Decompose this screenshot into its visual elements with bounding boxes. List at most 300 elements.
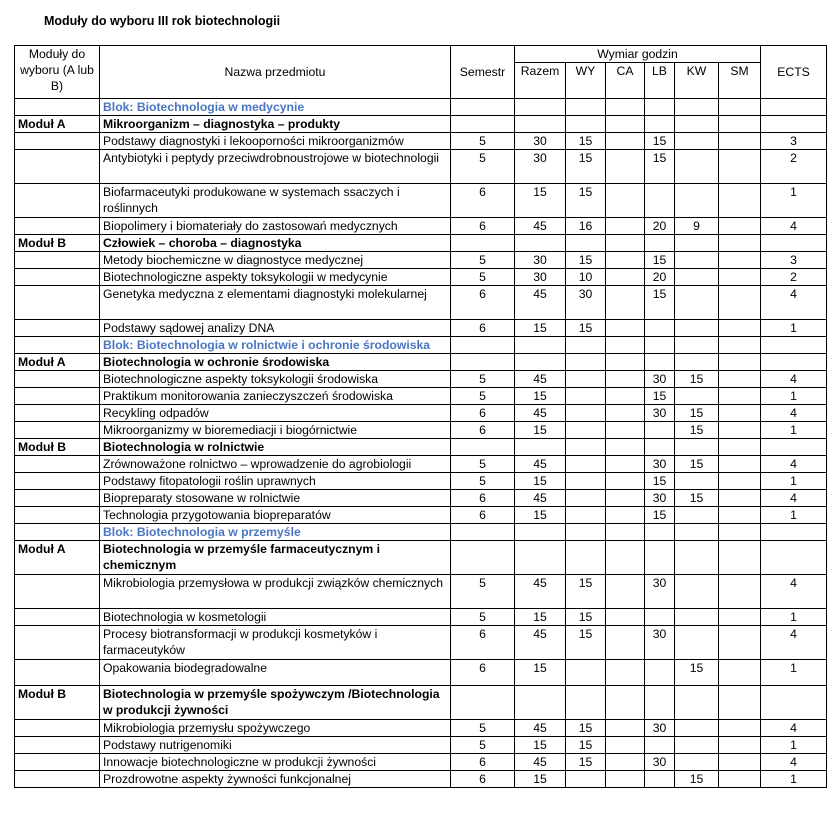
ca-cell — [606, 337, 645, 354]
ca-cell — [606, 252, 645, 269]
razem-cell: 15 — [515, 507, 566, 524]
ca-cell — [606, 388, 645, 405]
table-row — [15, 507, 827, 524]
razem-cell: 30 — [515, 133, 566, 150]
ects-cell: 3 — [761, 252, 827, 269]
ca-cell — [606, 218, 645, 235]
module-cell — [15, 456, 100, 473]
module-cell: Moduł B — [15, 235, 100, 252]
kw-cell — [675, 754, 719, 771]
subject-name-cell: Biopolimery i biomateriały do zastosowań medycznych — [100, 218, 451, 235]
wy-cell: 15 — [566, 754, 606, 771]
module-cell — [15, 524, 100, 541]
module-cell — [15, 99, 100, 116]
ects-cell — [761, 524, 827, 541]
sem-cell: 6 — [451, 771, 515, 788]
lb-cell: 30 — [645, 490, 675, 507]
razem-cell: 45 — [515, 405, 566, 422]
razem-cell — [515, 354, 566, 371]
ca-cell — [606, 133, 645, 150]
kw-cell — [675, 184, 719, 218]
sm-cell — [719, 388, 761, 405]
ca-cell — [606, 286, 645, 320]
razem-cell: 15 — [515, 388, 566, 405]
sem-cell: 5 — [451, 456, 515, 473]
sm-cell — [719, 771, 761, 788]
kw-cell — [675, 269, 719, 286]
table-row — [15, 286, 827, 320]
ects-cell — [761, 235, 827, 252]
kw-cell — [675, 507, 719, 524]
razem-cell: 45 — [515, 218, 566, 235]
wy-cell — [566, 456, 606, 473]
ects-cell: 2 — [761, 150, 827, 184]
table-row — [15, 388, 827, 405]
razem-cell: 15 — [515, 473, 566, 490]
module-cell — [15, 218, 100, 235]
table-row — [15, 626, 827, 660]
sm-cell — [719, 371, 761, 388]
ca-cell — [606, 609, 645, 626]
wy-cell — [566, 116, 606, 133]
sem-cell — [451, 686, 515, 720]
ects-cell — [761, 541, 827, 575]
sm-cell — [719, 286, 761, 320]
sm-cell — [719, 660, 761, 686]
ca-cell — [606, 354, 645, 371]
table-row — [15, 371, 827, 388]
razem-cell: 45 — [515, 286, 566, 320]
kw-cell — [675, 150, 719, 184]
table-row — [15, 456, 827, 473]
kw-cell — [675, 609, 719, 626]
kw-cell: 15 — [675, 660, 719, 686]
sm-cell — [719, 116, 761, 133]
kw-cell — [675, 686, 719, 720]
kw-cell — [675, 235, 719, 252]
module-cell — [15, 720, 100, 737]
sm-cell — [719, 686, 761, 720]
sem-cell: 5 — [451, 737, 515, 754]
ca-cell — [606, 771, 645, 788]
lb-cell — [645, 771, 675, 788]
kw-cell — [675, 388, 719, 405]
wy-cell: 15 — [566, 720, 606, 737]
ects-cell: 4 — [761, 720, 827, 737]
table-row — [15, 184, 827, 218]
razem-cell: 45 — [515, 456, 566, 473]
module-cell: Moduł A — [15, 354, 100, 371]
razem-cell: 45 — [515, 575, 566, 609]
razem-cell: 15 — [515, 771, 566, 788]
wy-cell — [566, 439, 606, 456]
razem-cell — [515, 116, 566, 133]
ects-cell: 4 — [761, 218, 827, 235]
wy-cell: 10 — [566, 269, 606, 286]
header-wy: WY — [566, 63, 606, 99]
ects-cell — [761, 99, 827, 116]
kw-cell — [675, 439, 719, 456]
ca-cell — [606, 660, 645, 686]
sm-cell — [719, 354, 761, 371]
lb-cell: 15 — [645, 133, 675, 150]
module-cell — [15, 575, 100, 609]
ects-cell: 1 — [761, 507, 827, 524]
header-wymiar: Wymiar godzin — [515, 46, 761, 63]
sm-cell — [719, 133, 761, 150]
wy-cell: 15 — [566, 320, 606, 337]
lb-cell — [645, 737, 675, 754]
ects-cell — [761, 354, 827, 371]
wy-cell: 30 — [566, 286, 606, 320]
wy-cell — [566, 388, 606, 405]
sem-cell: 5 — [451, 133, 515, 150]
kw-cell — [675, 116, 719, 133]
block-header-row — [15, 99, 827, 116]
module-cell — [15, 252, 100, 269]
razem-cell: 45 — [515, 754, 566, 771]
subject-name-cell: Blok: Biotechnologia w rolnictwie i ochronie środowiska — [100, 337, 451, 354]
subject-name-cell: Biotechnologia w rolnictwie — [100, 439, 451, 456]
sm-cell — [719, 541, 761, 575]
module-cell — [15, 507, 100, 524]
lb-cell: 20 — [645, 218, 675, 235]
kw-cell — [675, 286, 719, 320]
subject-name-cell: Procesy biotransformacji w produkcji kosmetyków i farmaceutyków — [100, 626, 451, 660]
subject-name-cell: Podstawy diagnostyki i lekooporności mikroorganizmów — [100, 133, 451, 150]
wy-cell — [566, 507, 606, 524]
sm-cell — [719, 720, 761, 737]
sem-cell — [451, 524, 515, 541]
razem-cell: 30 — [515, 150, 566, 184]
sm-cell — [719, 150, 761, 184]
lb-cell: 15 — [645, 252, 675, 269]
sm-cell — [719, 473, 761, 490]
wy-cell — [566, 660, 606, 686]
ects-cell: 1 — [761, 771, 827, 788]
module-cell — [15, 133, 100, 150]
lb-cell: 15 — [645, 286, 675, 320]
module-header-row — [15, 439, 827, 456]
ects-cell: 1 — [761, 737, 827, 754]
ca-cell — [606, 320, 645, 337]
subject-name-cell: Zrównoważone rolnictwo – wprowadzenie do agrobiologii — [100, 456, 451, 473]
module-cell — [15, 269, 100, 286]
module-cell — [15, 422, 100, 439]
header-kw: KW — [675, 63, 719, 99]
ects-cell: 1 — [761, 660, 827, 686]
kw-cell — [675, 320, 719, 337]
lb-cell — [645, 422, 675, 439]
module-header-row — [15, 354, 827, 371]
ca-cell — [606, 184, 645, 218]
header-lb: LB — [645, 63, 675, 99]
sem-cell: 5 — [451, 473, 515, 490]
header-ca: CA — [606, 63, 645, 99]
module-cell — [15, 371, 100, 388]
ca-cell — [606, 99, 645, 116]
razem-cell: 15 — [515, 737, 566, 754]
table-row — [15, 771, 827, 788]
wy-cell — [566, 524, 606, 541]
table-row — [15, 133, 827, 150]
ects-cell: 4 — [761, 490, 827, 507]
kw-cell — [675, 541, 719, 575]
subject-name-cell: Podstawy fitopatologii roślin uprawnych — [100, 473, 451, 490]
sm-cell — [719, 235, 761, 252]
ects-cell: 2 — [761, 269, 827, 286]
sem-cell — [451, 99, 515, 116]
wy-cell: 15 — [566, 626, 606, 660]
page-title: Moduły do wyboru III rok biotechnologii — [44, 14, 281, 28]
razem-cell — [515, 439, 566, 456]
ca-cell — [606, 371, 645, 388]
ca-cell — [606, 235, 645, 252]
sm-cell — [719, 754, 761, 771]
kw-cell — [675, 354, 719, 371]
subject-name-cell: Biotechnologiczne aspekty toksykologii w medycynie — [100, 269, 451, 286]
module-header-row — [15, 116, 827, 133]
module-header-row — [15, 686, 827, 720]
sem-cell: 6 — [451, 422, 515, 439]
lb-cell: 15 — [645, 388, 675, 405]
header-ects: ECTS — [761, 46, 827, 99]
razem-cell: 15 — [515, 609, 566, 626]
sem-cell: 5 — [451, 720, 515, 737]
wy-cell — [566, 99, 606, 116]
subject-name-cell: Biotechnologia w kosmetologii — [100, 609, 451, 626]
table-row — [15, 218, 827, 235]
sem-cell — [451, 116, 515, 133]
sm-cell — [719, 737, 761, 754]
ca-cell — [606, 524, 645, 541]
wy-cell: 15 — [566, 150, 606, 184]
ects-cell: 4 — [761, 286, 827, 320]
lb-cell: 30 — [645, 626, 675, 660]
lb-cell: 15 — [645, 473, 675, 490]
razem-cell — [515, 541, 566, 575]
module-cell — [15, 771, 100, 788]
ects-cell: 4 — [761, 575, 827, 609]
lb-cell — [645, 320, 675, 337]
wy-cell — [566, 337, 606, 354]
lb-cell: 20 — [645, 269, 675, 286]
sm-cell — [719, 439, 761, 456]
ca-cell — [606, 490, 645, 507]
ects-cell: 1 — [761, 320, 827, 337]
sm-cell — [719, 524, 761, 541]
module-cell — [15, 754, 100, 771]
ects-cell: 4 — [761, 626, 827, 660]
table-row — [15, 737, 827, 754]
header-nazwa: Nazwa przedmiotu — [100, 46, 451, 99]
lb-cell: 30 — [645, 575, 675, 609]
sem-cell: 6 — [451, 405, 515, 422]
ca-cell — [606, 720, 645, 737]
razem-cell: 45 — [515, 371, 566, 388]
subject-name-cell: Innowacje biotechnologiczne w produkcji żywności — [100, 754, 451, 771]
subject-name-cell: Biotechnologia w ochronie środowiska — [100, 354, 451, 371]
subject-name-cell: Blok: Biotechnologia w medycynie — [100, 99, 451, 116]
sem-cell: 6 — [451, 754, 515, 771]
razem-cell — [515, 686, 566, 720]
table-row — [15, 473, 827, 490]
table-row — [15, 754, 827, 771]
ca-cell — [606, 575, 645, 609]
lb-cell: 30 — [645, 754, 675, 771]
lb-cell — [645, 116, 675, 133]
ects-cell: 1 — [761, 184, 827, 218]
table-row — [15, 575, 827, 609]
kw-cell: 15 — [675, 422, 719, 439]
header-modul: Moduły do wyboru (A lub B) — [15, 46, 100, 99]
wy-cell — [566, 354, 606, 371]
ca-cell — [606, 150, 645, 184]
sm-cell — [719, 320, 761, 337]
razem-cell: 15 — [515, 422, 566, 439]
kw-cell — [675, 99, 719, 116]
ects-cell — [761, 337, 827, 354]
sem-cell: 5 — [451, 609, 515, 626]
razem-cell: 45 — [515, 626, 566, 660]
block-header-row — [15, 337, 827, 354]
sem-cell: 6 — [451, 626, 515, 660]
wy-cell — [566, 371, 606, 388]
ca-cell — [606, 456, 645, 473]
ca-cell — [606, 473, 645, 490]
module-cell — [15, 473, 100, 490]
ca-cell — [606, 116, 645, 133]
kw-cell — [675, 575, 719, 609]
ca-cell — [606, 754, 645, 771]
table-row — [15, 150, 827, 184]
ects-cell: 1 — [761, 609, 827, 626]
sem-cell: 6 — [451, 490, 515, 507]
lb-cell — [645, 541, 675, 575]
header-semestr: Semestr — [451, 46, 515, 99]
ects-cell — [761, 686, 827, 720]
sem-cell: 5 — [451, 388, 515, 405]
kw-cell: 15 — [675, 456, 719, 473]
ects-cell: 1 — [761, 473, 827, 490]
lb-cell — [645, 609, 675, 626]
sem-cell: 6 — [451, 507, 515, 524]
razem-cell: 30 — [515, 269, 566, 286]
lb-cell — [645, 686, 675, 720]
table-row — [15, 609, 827, 626]
sem-cell — [451, 439, 515, 456]
ca-cell — [606, 686, 645, 720]
sem-cell: 5 — [451, 575, 515, 609]
ects-cell: 4 — [761, 754, 827, 771]
module-cell — [15, 337, 100, 354]
subject-name-cell: Metody biochemiczne w diagnostyce medycznej — [100, 252, 451, 269]
table-row — [15, 422, 827, 439]
module-cell — [15, 660, 100, 686]
ca-cell — [606, 439, 645, 456]
sem-cell: 5 — [451, 269, 515, 286]
ects-cell: 4 — [761, 405, 827, 422]
sem-cell: 6 — [451, 184, 515, 218]
table-row — [15, 269, 827, 286]
kw-cell — [675, 337, 719, 354]
subject-name-cell: Mikrobiologia przemysłowa w produkcji związków chemicznych — [100, 575, 451, 609]
module-cell — [15, 320, 100, 337]
module-cell: Moduł B — [15, 439, 100, 456]
module-cell: Moduł B — [15, 686, 100, 720]
module-cell — [15, 184, 100, 218]
ects-cell: 4 — [761, 371, 827, 388]
ects-cell: 4 — [761, 456, 827, 473]
wy-cell — [566, 473, 606, 490]
subject-name-cell: Mikroorganizmy w bioremediacji i biogórnictwie — [100, 422, 451, 439]
lb-cell — [645, 184, 675, 218]
razem-cell: 15 — [515, 320, 566, 337]
subject-name-cell: Biotechnologiczne aspekty toksykologii środowiska — [100, 371, 451, 388]
sem-cell — [451, 337, 515, 354]
sem-cell — [451, 235, 515, 252]
header-sm: SM — [719, 63, 761, 99]
wy-cell — [566, 490, 606, 507]
ects-cell: 1 — [761, 388, 827, 405]
sm-cell — [719, 269, 761, 286]
module-cell: Moduł A — [15, 116, 100, 133]
kw-cell: 15 — [675, 371, 719, 388]
table-row — [15, 405, 827, 422]
razem-cell: 30 — [515, 252, 566, 269]
sm-cell — [719, 609, 761, 626]
razem-cell: 15 — [515, 660, 566, 686]
module-cell — [15, 405, 100, 422]
sm-cell — [719, 507, 761, 524]
sem-cell: 6 — [451, 660, 515, 686]
module-cell — [15, 388, 100, 405]
sm-cell — [719, 252, 761, 269]
wy-cell: 15 — [566, 737, 606, 754]
ca-cell — [606, 737, 645, 754]
kw-cell: 9 — [675, 218, 719, 235]
table-row — [15, 720, 827, 737]
lb-cell — [645, 337, 675, 354]
subject-name-cell: Człowiek – choroba – diagnostyka — [100, 235, 451, 252]
sm-cell — [719, 99, 761, 116]
sm-cell — [719, 422, 761, 439]
subject-name-cell: Genetyka medyczna z elementami diagnostyki molekularnej — [100, 286, 451, 320]
razem-cell — [515, 524, 566, 541]
wy-cell — [566, 686, 606, 720]
kw-cell: 15 — [675, 490, 719, 507]
subject-name-cell: Biofarmaceutyki produkowane w systemach ssaczych i roślinnych — [100, 184, 451, 218]
wy-cell: 15 — [566, 184, 606, 218]
lb-cell: 15 — [645, 507, 675, 524]
modules-table — [14, 45, 827, 788]
sem-cell: 5 — [451, 150, 515, 184]
ca-cell — [606, 626, 645, 660]
lb-cell — [645, 660, 675, 686]
kw-cell — [675, 737, 719, 754]
sm-cell — [719, 337, 761, 354]
razem-cell: 45 — [515, 720, 566, 737]
kw-cell — [675, 133, 719, 150]
kw-cell — [675, 473, 719, 490]
lb-cell: 15 — [645, 150, 675, 184]
lb-cell: 30 — [645, 371, 675, 388]
wy-cell — [566, 541, 606, 575]
subject-name-cell: Technologia przygotowania biopreparatów — [100, 507, 451, 524]
ca-cell — [606, 422, 645, 439]
table-row — [15, 660, 827, 686]
sm-cell — [719, 218, 761, 235]
